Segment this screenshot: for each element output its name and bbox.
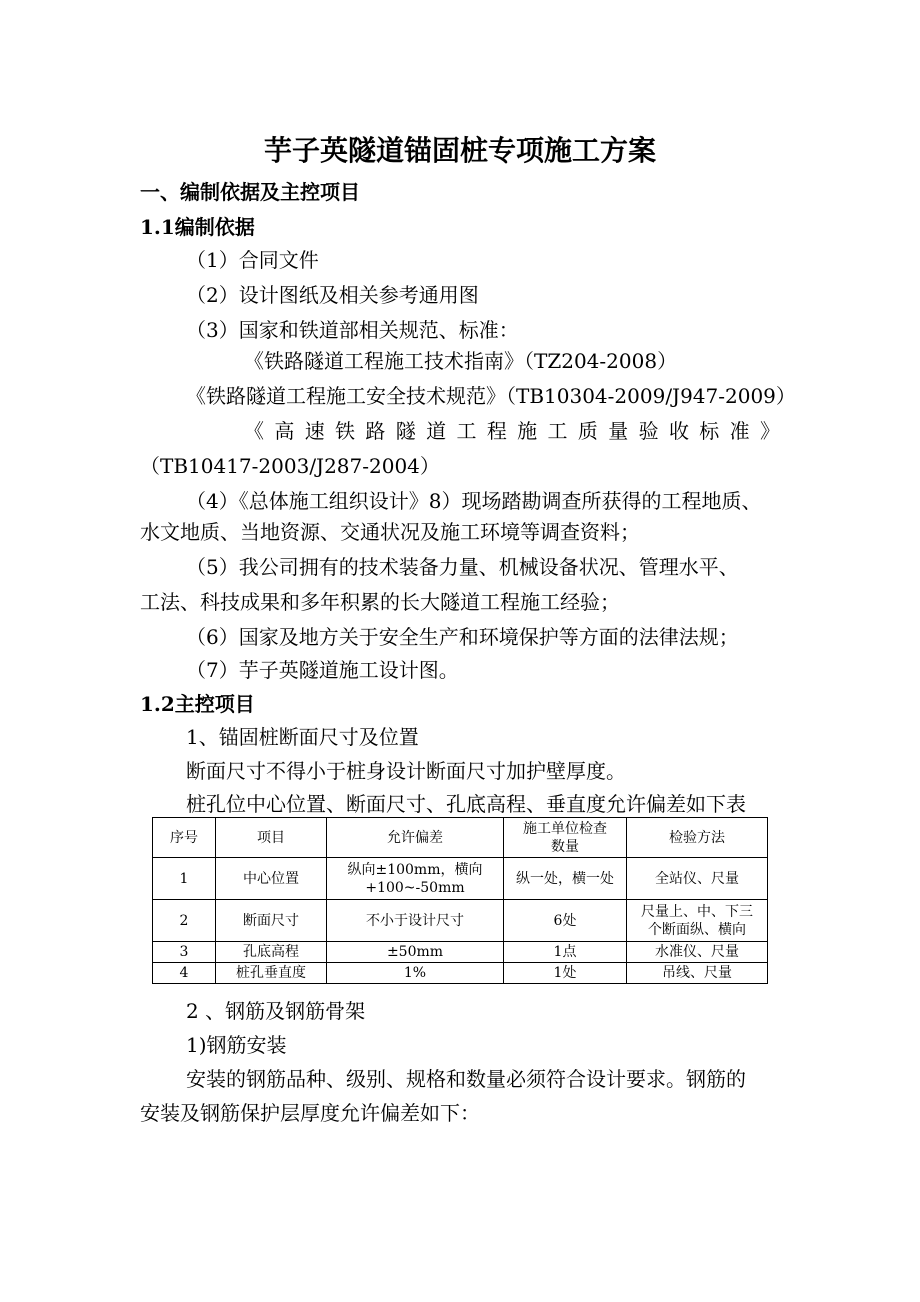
table-cell: 不小于设计尺寸 xyxy=(327,900,504,942)
basis-item-4-line2: 水文地质、当地资源、交通状况及施工环境等调查资料； xyxy=(140,520,640,544)
table-cell: 桩孔垂直度 xyxy=(216,963,327,984)
table-header-cell: 项目 xyxy=(216,818,327,858)
paragraph-rebar-line2: 安装及钢筋保护层厚度允许偏差如下： xyxy=(140,1101,480,1125)
control-item-1: 1、锚固桩断面尺寸及位置 xyxy=(186,725,419,749)
table-cell: 1% xyxy=(327,963,504,984)
standard-3-code: （TB10417-2003/J287-2004） xyxy=(140,454,440,478)
table-cell: 水准仪、尺量 xyxy=(627,942,768,963)
table-header-row xyxy=(153,818,768,858)
basis-item-1: （1）合同文件 xyxy=(186,248,319,272)
header-check-line2: 数量 xyxy=(551,838,579,855)
table-header-cell: 序号 xyxy=(153,818,216,858)
standard-2: 《铁路隧道工程施工安全技术规范》（TB10304-2009/J947-2009） xyxy=(186,384,796,408)
table-row xyxy=(153,942,768,963)
subsection-heading-1-1: 1.1编制依据 xyxy=(140,215,255,239)
header-check-line1: 施工单位检查 xyxy=(523,820,607,837)
table-cell: 1处 xyxy=(504,963,627,984)
table-row xyxy=(153,963,768,984)
table-header-cell xyxy=(504,818,627,858)
table-cell: 3 xyxy=(153,942,216,963)
basis-item-5-line1: （5）我公司拥有的技术装备力量、机械设备状况、管理水平、 xyxy=(186,555,739,579)
control-item-2: 2 、钢筋及钢筋骨架 xyxy=(186,999,366,1023)
table-header-cell: 检验方法 xyxy=(627,818,768,858)
table-cell: 全站仪、尺量 xyxy=(627,858,768,900)
method-line1: 尺量上、中、下三 xyxy=(641,903,753,920)
paragraph-table-intro: 桩孔位中心位置、断面尺寸、孔底高程、垂直度允许偏差如下表 xyxy=(186,792,746,816)
basis-item-6: （6）国家及地方关于安全生产和环境保护等方面的法律法规； xyxy=(186,625,739,649)
basis-item-5-line2: 工法、科技成果和多年积累的长大隧道工程施工经验； xyxy=(140,590,620,614)
table-cell xyxy=(627,900,768,942)
table-cell: 吊线、尺量 xyxy=(627,963,768,984)
basis-item-7: （7）芋子英隧道施工设计图。 xyxy=(186,658,459,682)
standard-3-title: 《高速铁路隧道工程施工质量验收标准》 xyxy=(244,419,780,443)
table-cell: 纵一处，横一处 xyxy=(504,858,627,900)
table-cell: 孔底高程 xyxy=(216,942,327,963)
tolerance-table xyxy=(152,817,768,984)
table-cell: 1 xyxy=(153,858,216,900)
table-cell: 中心位置 xyxy=(216,858,327,900)
basis-item-2: （2）设计图纸及相关参考通用图 xyxy=(186,283,479,307)
table-header-cell: 允许偏差 xyxy=(327,818,504,858)
tolerance-line1: 纵向±100mm，横向 xyxy=(347,861,483,878)
table-row xyxy=(153,858,768,900)
basis-item-3: （3）国家和铁道部相关规范、标准： xyxy=(186,318,519,342)
table-cell: 1点 xyxy=(504,942,627,963)
table-cell: 4 xyxy=(153,963,216,984)
section-heading-1: 一、编制依据及主控项目 xyxy=(140,180,360,204)
table-cell: 6处 xyxy=(504,900,627,942)
paragraph-section-size: 断面尺寸不得小于桩身设计断面尺寸加护壁厚度。 xyxy=(186,759,626,783)
table-cell xyxy=(327,858,504,900)
table-row xyxy=(153,900,768,942)
control-item-2-1: 1)钢筋安装 xyxy=(186,1033,287,1057)
table-cell: 断面尺寸 xyxy=(216,900,327,942)
paragraph-rebar-line1: 安装的钢筋品种、级别、规格和数量必须符合设计要求。钢筋的 xyxy=(186,1067,746,1091)
document-title: 芋子英隧道锚固桩专项施工方案 xyxy=(263,134,656,167)
method-line2: 个断面纵、横向 xyxy=(648,921,746,938)
table-cell: 2 xyxy=(153,900,216,942)
subsection-heading-1-2: 1.2主控项目 xyxy=(140,692,255,716)
standard-1: 《铁路隧道工程施工技术指南》（TZ204-2008） xyxy=(244,349,678,373)
basis-item-4-line1: （4）《总体施工组织设计》8）现场踏勘调查所获得的工程地质、 xyxy=(186,489,762,513)
table-cell: ±50mm xyxy=(327,942,504,963)
tolerance-line2: +100~-50mm xyxy=(365,879,465,896)
